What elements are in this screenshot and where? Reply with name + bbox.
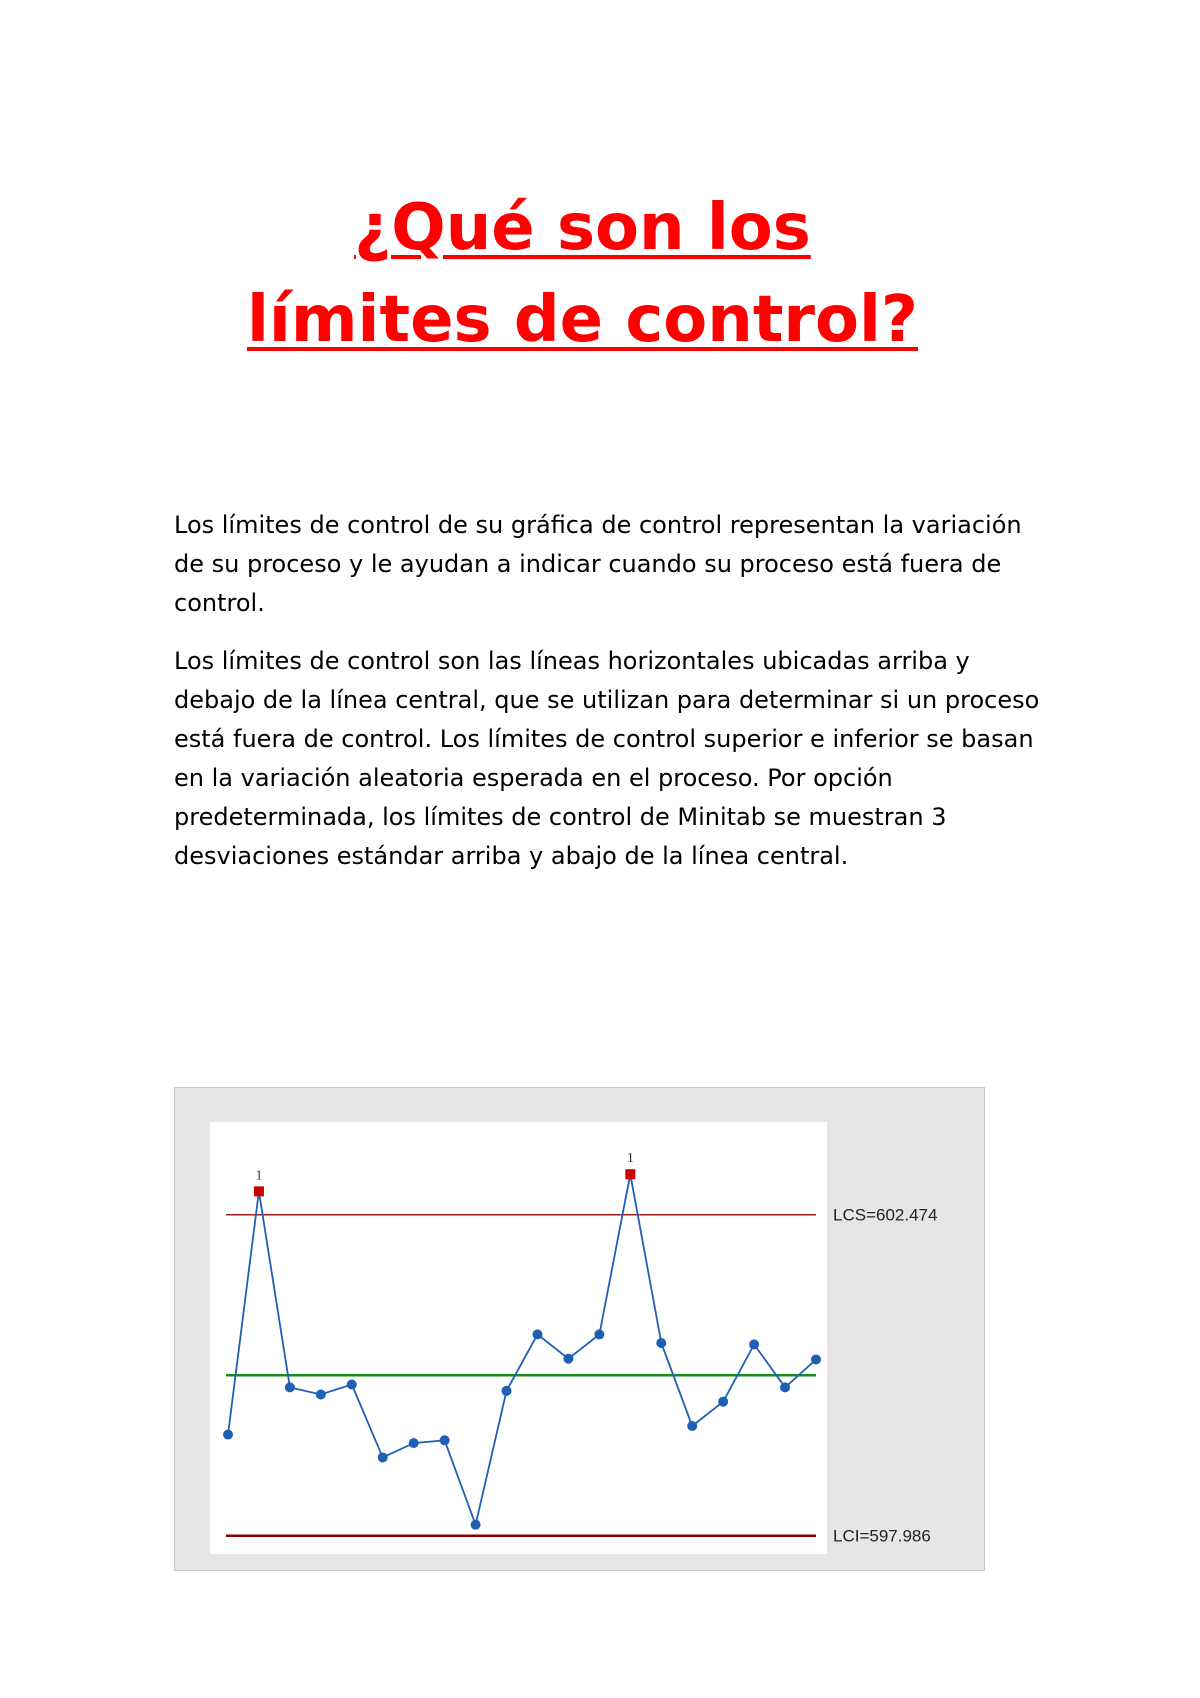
- data-point: [780, 1382, 790, 1392]
- data-point: [378, 1452, 388, 1462]
- out-of-control-point: [625, 1169, 635, 1179]
- data-point: [718, 1397, 728, 1407]
- data-point: [285, 1382, 295, 1392]
- data-point: [347, 1379, 357, 1389]
- data-point: [811, 1354, 821, 1364]
- data-point: [316, 1390, 326, 1400]
- paragraph-1: Los límites de control de su gráfica de control representan la variación de su proceso y le ayudan a indicar cuando su proceso está fuera de control.: [174, 511, 1022, 617]
- paragraph-2: Los límites de control son las líneas horizontales ubicadas arriba y debajo de la línea central, que se utilizan para determinar si un proceso está fuera de control. Los límites de control superior e inferior se basan en la variación aleatoria esperada en el proceso. Por opción predeterminada, los límites de control de Minitab se muestran 3 desviaciones estándar arriba y abajo de la línea central.: [174, 647, 1040, 870]
- ucl-label: LCS=602.474: [833, 1205, 938, 1225]
- title-line-1: ¿Qué son los: [354, 191, 811, 265]
- data-point: [532, 1329, 542, 1339]
- data-point: [656, 1338, 666, 1348]
- data-point: [563, 1354, 573, 1364]
- title-line-2: límites de control?: [246, 283, 919, 357]
- data-point: [594, 1329, 604, 1339]
- control-chart: [174, 1087, 985, 1571]
- lcl-label: LCI=597.986: [833, 1526, 931, 1546]
- data-point: [502, 1386, 512, 1396]
- plot-area: [210, 1122, 827, 1554]
- data-point: [440, 1435, 450, 1445]
- data-point: [687, 1421, 697, 1431]
- data-point: [471, 1520, 481, 1530]
- data-point: [409, 1438, 419, 1448]
- out-of-control-flag: 1: [626, 1151, 634, 1167]
- page-title: [0, 182, 1165, 366]
- data-point: [749, 1339, 759, 1349]
- data-point: [223, 1430, 233, 1440]
- out-of-control-point: [254, 1186, 264, 1196]
- out-of-control-flag: 1: [255, 1168, 263, 1184]
